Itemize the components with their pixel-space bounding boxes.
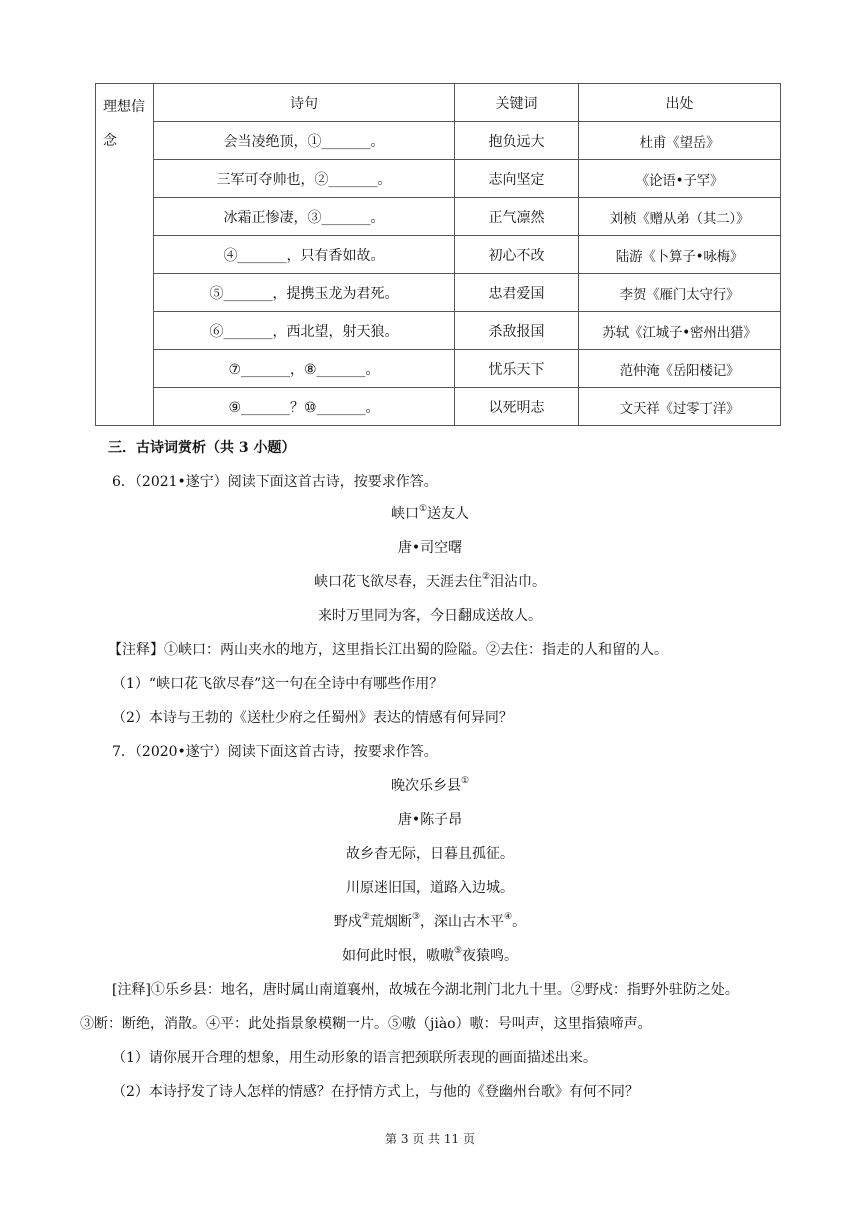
source-cell: 文天祥《过零丁洋》 [579, 388, 781, 426]
q6-line-part: 峡口花飞欲尽春，天涯去住 [313, 574, 482, 590]
q7-note-line-2: ③断：断绝，消散。④平：此处指景象模糊一片。⑤嗷（jiào）嗷：号叫声，这里指猿啼声。 [80, 1016, 652, 1032]
q6-poem-title [0, 504, 860, 524]
source-cell: 杜甫《望岳》 [579, 122, 781, 160]
footnote-marker: ③ [411, 912, 421, 922]
q6-intro: 6．（2021•遂宁）阅读下面这首古诗，按要求作答。 [112, 474, 438, 490]
header-source: 出处 [579, 84, 781, 122]
source-cell: 刘桢《赠从弟（其二）》 [579, 198, 781, 236]
header-keyword: 关键词 [455, 84, 579, 122]
verse-cell: ⑥_______，西北望，射天狼。 [154, 312, 455, 350]
verse-cell: ⑦_______，⑧_______。 [154, 350, 455, 388]
footnote-marker: ⑤ [453, 946, 463, 956]
poem-table [95, 83, 781, 426]
table-row [96, 160, 781, 198]
keyword-cell: 忠君爱国 [455, 274, 579, 312]
keyword-cell: 初心不改 [455, 236, 579, 274]
section-title: 三．古诗词赏析（共 3 小题） [108, 440, 296, 456]
q6-poem-author: 唐•司空曙 [397, 540, 463, 556]
keyword-cell: 抱负远大 [455, 122, 579, 160]
verse-cell: ⑨_______？⑩_______。 [154, 388, 455, 426]
keyword-cell: 正气凛然 [455, 198, 579, 236]
verse-cell: 三军可夺帅也，②_______。 [154, 160, 455, 198]
q6-note: 【注释】①峡口：两山夹水的地方，这里指长江出蜀的险隘。②去住：指走的人和留的人。 [108, 642, 668, 658]
q7-poem-line [0, 912, 860, 932]
q7-line-part: 荒烟断 [369, 914, 412, 930]
source-cell: 范仲淹《岳阳楼记》 [579, 350, 781, 388]
q7-line-part: 如何此时恨，嗷嗷 [341, 948, 454, 964]
footnote-marker: ② [481, 572, 491, 582]
verse-cell: ④_______，只有香如故。 [154, 236, 455, 274]
q7-title-part: 晚次乐乡县 [390, 778, 461, 794]
q7-poem-line [0, 946, 860, 966]
q6-poem-line [0, 572, 860, 592]
q6-subquestion-1: （1）“峡口花飞欲尽春”这一句在全诗中有哪些作用？ [112, 676, 444, 692]
keyword-cell: 杀敌报国 [455, 312, 579, 350]
table-row [96, 198, 781, 236]
q7-poem-title [0, 776, 860, 796]
table-row [96, 122, 781, 160]
table-row [96, 312, 781, 350]
category-cell: 理想信念 [96, 84, 154, 426]
table-row [96, 388, 781, 426]
q7-subquestion-1: （1）请你展开合理的想象，用生动形象的语言把颈联所表现的画面描述出来。 [112, 1050, 597, 1066]
table-row [96, 236, 781, 274]
page-footer: 第 3 页 共 11 页 [385, 1132, 475, 1146]
q7-line-part: 夜猿鸣。 [462, 948, 519, 964]
table-header-row [96, 84, 781, 122]
verse-cell: 冰霜正惨凄，③_______。 [154, 198, 455, 236]
q6-line-part: 泪沾巾。 [490, 574, 547, 590]
q6-title-part: 送友人 [427, 506, 470, 522]
q6-subquestion-2: （2）本诗与王勃的《送杜少府之任蜀州》表达的情感有何异同？ [112, 710, 513, 726]
source-cell: 苏轼《江城子•密州出猎》 [579, 312, 781, 350]
q7-poem-line: 川原迷旧国，道路入边城。 [346, 880, 514, 896]
source-cell: 李贺《雁门太守行》 [579, 274, 781, 312]
q7-line-part: 。 [512, 914, 527, 930]
q7-line-part: 野戍 [333, 914, 362, 930]
q7-intro: 7．（2020•遂宁）阅读下面这首古诗，按要求作答。 [112, 744, 438, 760]
footnote-marker: ④ [504, 912, 513, 922]
table-row [96, 350, 781, 388]
q6-poem-line: 来时万里同为客，今日翻成送故人。 [318, 608, 542, 624]
source-cell: 陆游《卜算子•咏梅》 [579, 236, 781, 274]
table-row [96, 274, 781, 312]
footnote-marker: ① [460, 776, 470, 786]
header-verse: 诗句 [154, 84, 455, 122]
q6-title-part: 峡口 [390, 506, 419, 522]
keyword-cell: 志向坚定 [455, 160, 579, 198]
keyword-cell: 以死明志 [455, 388, 579, 426]
footnote-marker: ① [418, 504, 428, 514]
q7-note-line-1: [注释]①乐乡县：地名，唐时属山南道襄州，故城在今湖北荆门北九十里。②野戍：指野外驻防之处。 [112, 982, 739, 998]
q7-poem-author: 唐•陈子昂 [397, 812, 463, 828]
verse-cell: ⑤_______，提携玉龙为君死。 [154, 274, 455, 312]
q7-subquestion-2: （2）本诗抒发了诗人怎样的情感？在抒情方式上，与他的《登幽州台歌》有何不同？ [112, 1084, 639, 1100]
verse-cell: 会当凌绝顶，①_______。 [154, 122, 455, 160]
q7-poem-line: 故乡杳无际，日暮且孤征。 [346, 846, 514, 862]
source-cell: 《论语•子罕》 [579, 160, 781, 198]
q7-line-part: ，深山古木平 [420, 914, 505, 930]
keyword-cell: 忧乐天下 [455, 350, 579, 388]
footnote-marker: ② [361, 912, 370, 922]
